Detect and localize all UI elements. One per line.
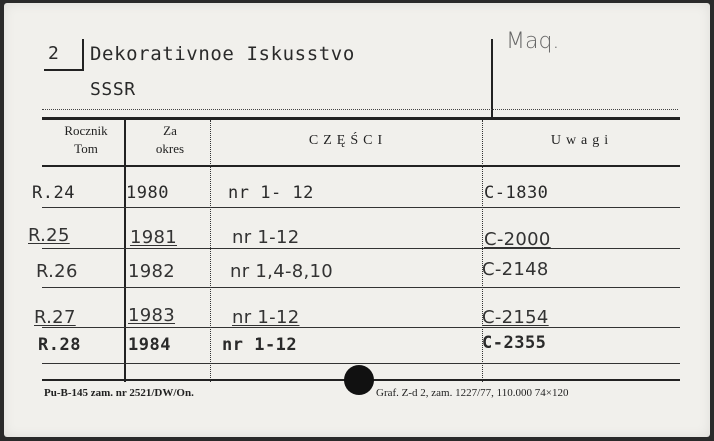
row-4-tom: R.27	[34, 307, 76, 328]
periodical-title: Dekorativnoe Iskusstvo	[90, 43, 355, 65]
row-2-uwagi: C-2000	[484, 229, 551, 250]
catalog-card	[4, 3, 710, 437]
col-sep-1	[124, 120, 126, 382]
row-1-okres: 1980	[126, 183, 169, 203]
row-1-czesci: nr 1- 12	[228, 183, 314, 203]
row-rule-1	[42, 207, 680, 208]
row-rule-4	[42, 327, 680, 328]
col-tom-label: Tom	[74, 141, 98, 156]
row-5-tom: R.28	[38, 335, 81, 355]
col-okres-label: okres	[155, 141, 185, 156]
row-4-okres: 1983	[128, 305, 176, 326]
row-rule-2	[42, 248, 680, 249]
row-4-uwagi: C-2154	[482, 307, 549, 328]
row-2-tom: R.25	[28, 225, 70, 246]
row-1-tom: R.24	[32, 183, 75, 203]
row-2-okres: 1981	[130, 227, 178, 248]
row-2-czesci: nr 1-12	[232, 227, 300, 248]
row-3-tom: R.26	[36, 261, 78, 282]
footer-right-print: Graf. Z-d 2, zam. 1227/77, 110.000 74×120	[376, 387, 569, 399]
table-top-rule	[42, 117, 680, 120]
row-5-uwagi: C-2355	[482, 333, 547, 353]
index-underline	[44, 69, 84, 71]
table-header-rule	[42, 165, 680, 167]
row-1-uwagi: C-1830	[484, 183, 549, 203]
row-3-okres: 1982	[128, 261, 176, 282]
shelf-mark: Maq.	[506, 29, 560, 54]
periodical-subtitle: SSSR	[90, 79, 136, 100]
col-year-label: Rocznik	[64, 123, 108, 138]
row-4-czesci: nr 1-12	[232, 307, 300, 328]
col-sep-2	[210, 120, 211, 382]
row-3-czesci: nr 1,4-8,10	[230, 261, 334, 282]
row-rule-3	[42, 287, 680, 288]
col-parts-label: CZĘŚCI	[308, 133, 388, 148]
card-index-number: 2	[48, 43, 59, 64]
header-dotted-rule	[42, 109, 678, 110]
header-divider	[491, 39, 493, 117]
card-punch-hole	[344, 365, 374, 395]
row-3-uwagi: C-2148	[482, 259, 549, 280]
footer-left-print: Pu-B-145 zam. nr 2521/DW/On.	[44, 387, 194, 399]
row-5-okres: 1984	[128, 335, 171, 355]
col-za-label: Za	[163, 123, 177, 138]
index-bracket	[82, 39, 84, 71]
col-notes-label: Uwagi	[550, 133, 614, 148]
row-rule-5	[42, 363, 680, 364]
row-5-czesci: nr 1-12	[222, 335, 298, 355]
